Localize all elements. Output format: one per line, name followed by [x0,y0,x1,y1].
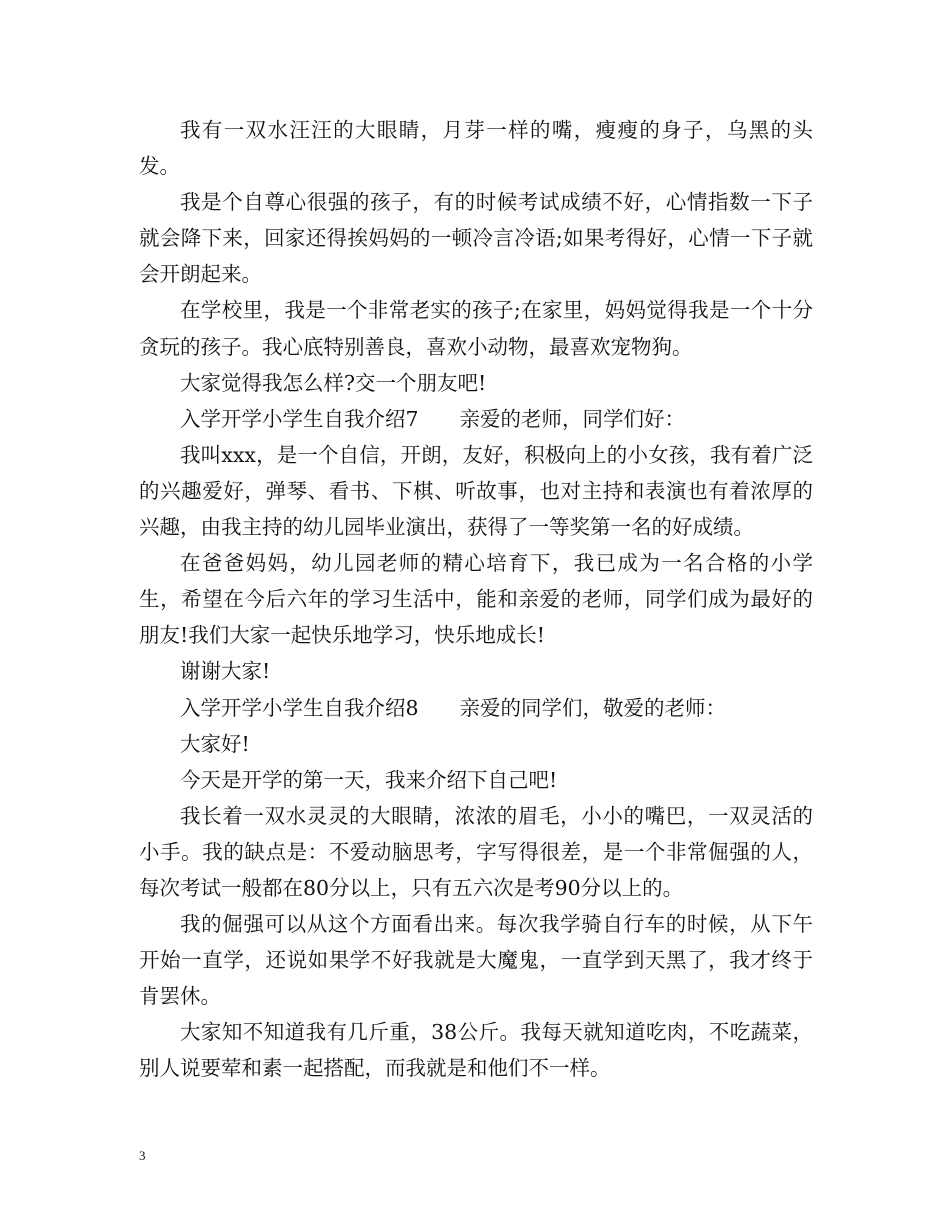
paragraph: 在爸爸妈妈，幼儿园老师的精心培育下，我已成为一名合格的小学生，希望在今后六年的学习生活中，能和亲爱的老师，同学们成为最好的朋友!我们大家一起快乐地学习，快乐地成长! [139,551,813,648]
paragraph: 我的倔强可以从这个方面看出来。每次我学骑自行车的时候，从下午开始一直学，还说如果学不好我就是大魔鬼，一直学到天黑了，我才终于肯罢休。 [139,912,813,1009]
section-heading-line: 入学开学小学生自我介绍8 亲爱的同学们，敬爱的老师： [180,695,727,720]
paragraph: 我长着一双水灵灵的大眼睛，浓浓的眉毛，小小的嘴巴，一双灵活的小手。我的缺点是：不爱动脑思考，字写得很差，是一个非常倔强的人，每次考试一般都在80分以上，只有五六次是考90分以上的。 [139,803,813,900]
paragraph: 大家知不知道我有几斤重，38公斤。我每天就知道吃肉，不吃蔬菜，别人说要荤和素一起搭配，而我就是和他们不一样。 [139,1020,813,1081]
document-body [139,112,813,1087]
paragraph: 在学校里，我是一个非常老实的孩子;在家里，妈妈觉得我是一个十分贪玩的孩子。我心底特别善良，喜欢小动物，最喜欢宠物狗。 [139,298,813,359]
page-number: 3 [139,1148,146,1163]
paragraph: 大家觉得我怎么样?交一个朋友吧! [180,370,487,395]
paragraph: 大家好! [180,731,250,756]
paragraph: 我叫xxx，是一个自信，开朗，友好，积极向上的小女孩，我有着广泛的兴趣爱好，弹琴、看书、下棋、听故事，也对主持和表演也有着浓厚的兴趣，由我主持的幼儿园毕业演出，获得了一等奖第一名的好成绩。 [139,442,813,540]
paragraph: 我是个自尊心很强的孩子，有的时候考试成绩不好，心情指数一下子就会降下来，回家还得挨妈妈的一顿冷言冷语;如果考得好，心情一下子就会开朗起来。 [139,190,813,287]
paragraph: 今天是开学的第一天，我来介绍下自己吧! [180,767,558,792]
section-heading-line: 入学开学小学生自我介绍7 亲爱的老师，同学们好： [180,406,686,431]
paragraph: 我有一双水汪汪的大眼睛，月芽一样的嘴，瘦瘦的身子，乌黑的头发。 [139,118,813,179]
paragraph: 谢谢大家! [180,659,271,684]
